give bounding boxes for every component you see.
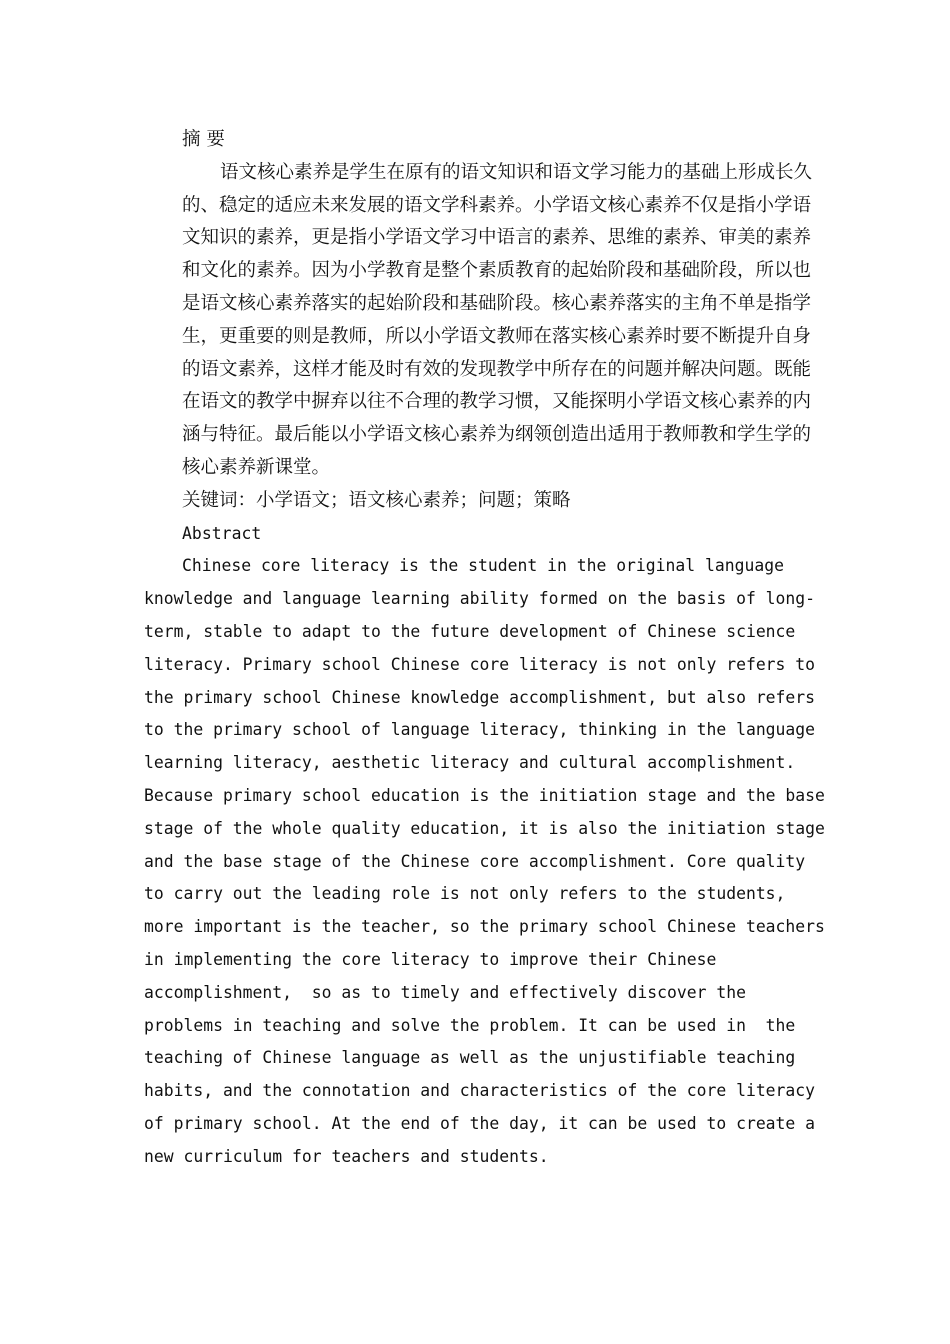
abstract-en-line: term, stable to adapt to the future development of Chinese science: [144, 621, 796, 641]
abstract-en-line: to the primary school of language literacy, thinking in the language: [144, 720, 816, 740]
abstract-en-line: stage of the whole quality education, it is also the initiation stage: [144, 818, 825, 838]
abstract-cn-body: [144, 157, 813, 485]
abstract-en-line: in implementing the core literacy to improve their Chinese: [144, 949, 717, 969]
abstract-en-line: to carry out the leading role is not only refers to the students,: [144, 884, 786, 904]
abstract-en-body: [144, 550, 825, 1173]
abstract-en-line: new curriculum for teachers and students.: [144, 1146, 549, 1166]
abstract-en-line: problems in teaching and solve the problem. It can be used in the: [144, 1015, 796, 1035]
abstract-en-line: the primary school Chinese knowledge accomplishment, but also refers: [144, 687, 816, 707]
abstract-cn-line: 文知识的素养，更是指小学语文学习中语言的素养、思维的素养、审美的素养: [182, 227, 812, 249]
abstract-cn-line: 在语文的教学中摒弃以往不合理的教学习惯，又能探明小学语文核心素养的内: [182, 391, 812, 413]
abstract-cn-line: 的、稳定的适应未来发展的语文学科素养。小学语文核心素养不仅是指小学语: [182, 194, 812, 216]
abstract-en-line: learning literacy, aesthetic literacy and cultural accomplishment.: [144, 753, 796, 773]
abstract-en-line: teaching of Chinese language as well as the unjustifiable teaching: [144, 1048, 796, 1068]
abstract-cn-line: 核心素养新课堂。: [182, 456, 331, 478]
abstract-en-line: accomplishment, so as to timely and effectively discover the: [144, 982, 746, 1002]
abstract-en-line: Chinese core literacy is the student in the original language: [182, 556, 784, 576]
abstract-cn-line: 语文核心素养是学生在原有的语文知识和语文学习能力的基础上形成长久: [220, 161, 813, 183]
abstract-en-line: and the base stage of the Chinese core accomplishment. Core quality: [144, 851, 806, 871]
abstract-en-line: habits, and the connotation and characteristics of the core literacy: [144, 1081, 816, 1101]
page-content: [144, 124, 825, 1174]
abstract-cn-line: 的语文素养，这样才能及时有效的发现教学中所存在的问题并解决问题。既能: [182, 358, 812, 380]
abstract-en-line: knowledge and language learning ability formed on the basis of long-: [144, 589, 816, 609]
abstract-cn-line: 是语文核心素养落实的起始阶段和基础阶段。核心素养落实的主角不单是指学: [182, 292, 812, 314]
abstract-en-heading: Abstract: [182, 523, 262, 543]
abstract-en-line: more important is the teacher, so the primary school Chinese teachers: [144, 917, 825, 937]
abstract-cn-keywords: 关键词：小学语文；语文核心素养；问题；策略: [182, 489, 571, 511]
abstract-cn-line: 生，更重要的则是教师，所以小学语文教师在落实核心素养时要不断提升自身: [182, 325, 812, 347]
abstract-cn-heading: 摘 要: [182, 129, 225, 150]
abstract-en-line: Because primary school education is the initiation stage and the base: [144, 785, 825, 805]
abstract-en-line: literacy. Primary school Chinese core literacy is not only refers to: [144, 654, 816, 674]
abstract-cn-line: 涵与特征。最后能以小学语文核心素养为纲领创造出适用于教师教和学生学的: [182, 424, 812, 446]
abstract-cn-line: 和文化的素养。因为小学教育是整个素质教育的起始阶段和基础阶段，所以也: [182, 260, 812, 282]
abstract-en-line: of primary school. At the end of the day, it can be used to create a: [144, 1113, 816, 1133]
